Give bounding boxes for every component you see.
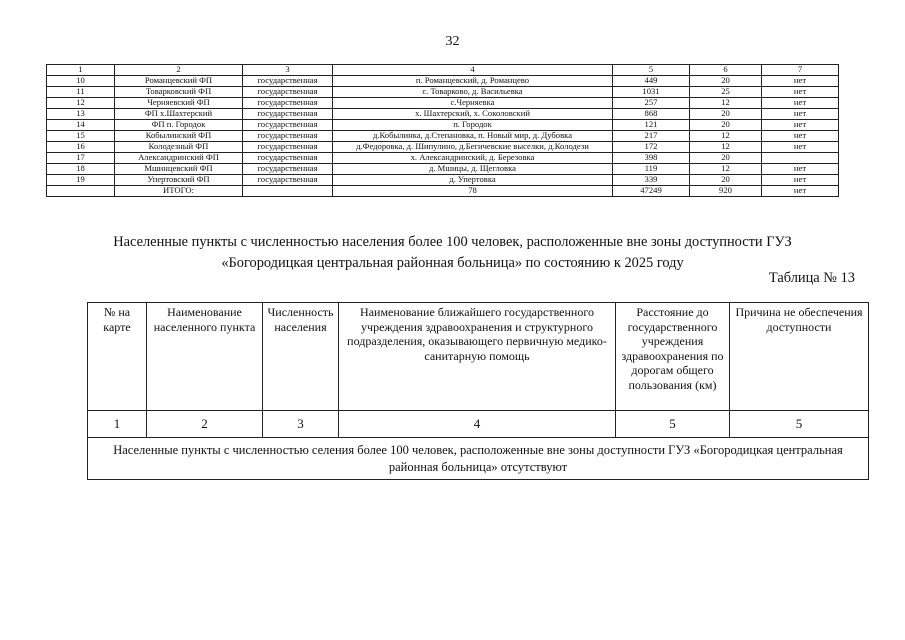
population: 449 bbox=[613, 76, 690, 87]
facility-table bbox=[46, 64, 839, 197]
total-label: ИТОГО: bbox=[115, 186, 243, 197]
facility-name: Колодезный ФП bbox=[115, 142, 243, 153]
ownership: государственная bbox=[243, 87, 333, 98]
served-settlements: д. Мшицы, д. Щегловка bbox=[333, 164, 613, 175]
column-number: 1 bbox=[88, 411, 147, 438]
table-row bbox=[47, 153, 839, 164]
header-reason: Причина не обеспечения доступности bbox=[730, 303, 869, 411]
population: 172 bbox=[613, 142, 690, 153]
facility-name: Мшинцевский ФП bbox=[115, 164, 243, 175]
status: нет bbox=[762, 175, 839, 186]
header-distance: Расстояние до государственного учреждения здравоохранения по дорогам общего пользования (км) bbox=[616, 303, 730, 411]
status: нет bbox=[762, 142, 839, 153]
page-number: 32 bbox=[445, 34, 460, 49]
served-settlements: д.Федоровка, д. Шипулино, д.Бегичевские выселки, д.Колодези bbox=[333, 142, 613, 153]
header-settlement-name: Наименование населенного пункта bbox=[147, 303, 263, 411]
ownership: государственная bbox=[243, 109, 333, 120]
section-heading-line-1: Населенные пункты с численностью населения более 100 человек, расположенные вне зоны доступности ГУЗ bbox=[113, 234, 792, 250]
served-settlements: п. Городок bbox=[333, 120, 613, 131]
total-population: 47249 bbox=[613, 186, 690, 197]
facility-name: Черняевский ФП bbox=[115, 98, 243, 109]
column-number-row bbox=[88, 411, 869, 438]
facility-name: Упертовский ФП bbox=[115, 175, 243, 186]
served-settlements: х. Александринский, д. Березовка bbox=[333, 153, 613, 164]
row-number: 17 bbox=[47, 153, 115, 164]
distance: 12 bbox=[690, 98, 762, 109]
ownership: государственная bbox=[243, 131, 333, 142]
column-number: 3 bbox=[243, 65, 333, 76]
header-map-number: № на карте bbox=[88, 303, 147, 411]
facility-name: ФП п. Городок bbox=[115, 120, 243, 131]
ownership: государственная bbox=[243, 164, 333, 175]
row-number: 10 bbox=[47, 76, 115, 87]
row-number: 16 bbox=[47, 142, 115, 153]
ownership: государственная bbox=[243, 76, 333, 87]
status: нет bbox=[762, 98, 839, 109]
column-number: 3 bbox=[263, 411, 339, 438]
table-row bbox=[47, 175, 839, 186]
row-number: 12 bbox=[47, 98, 115, 109]
population: 398 bbox=[613, 153, 690, 164]
facility-name: Александринский ФП bbox=[115, 153, 243, 164]
header-nearest-facility: Наименование ближайшего государственного учреждения здравоохранения и структурного подразделения, оказывающего первичную медико-санитарную помощь bbox=[339, 303, 616, 411]
column-number: 2 bbox=[115, 65, 243, 76]
table-note: Населенные пункты с численностью селения более 100 человек, расположенные вне зоны доступности ГУЗ «Богородицкая центральная районная больница» отсутствуют bbox=[88, 438, 869, 480]
ownership: государственная bbox=[243, 120, 333, 131]
header-population: Численность населения bbox=[263, 303, 339, 411]
row-number: 19 bbox=[47, 175, 115, 186]
column-number: 5 bbox=[616, 411, 730, 438]
distance: 12 bbox=[690, 142, 762, 153]
table-row bbox=[47, 76, 839, 87]
population: 121 bbox=[613, 120, 690, 131]
distance: 20 bbox=[690, 76, 762, 87]
total-settlements: 78 bbox=[333, 186, 613, 197]
column-number: 5 bbox=[730, 411, 869, 438]
ownership: государственная bbox=[243, 153, 333, 164]
total-empty bbox=[47, 186, 115, 197]
status: нет bbox=[762, 109, 839, 120]
distance: 20 bbox=[690, 175, 762, 186]
population: 217 bbox=[613, 131, 690, 142]
distance: 20 bbox=[690, 109, 762, 120]
status: нет bbox=[762, 131, 839, 142]
table-header-row bbox=[88, 303, 869, 411]
facility-name: Кобылинский ФП bbox=[115, 131, 243, 142]
total-empty bbox=[243, 186, 333, 197]
distance: 20 bbox=[690, 153, 762, 164]
table-row bbox=[47, 142, 839, 153]
served-settlements: д.Кобылинка, д.Степановка, п. Новый мир, д. Дубовка bbox=[333, 131, 613, 142]
column-number: 1 bbox=[47, 65, 115, 76]
column-number: 5 bbox=[613, 65, 690, 76]
table-note-row bbox=[88, 438, 869, 480]
column-number: 7 bbox=[762, 65, 839, 76]
served-settlements: с.Черняевка bbox=[333, 98, 613, 109]
population: 339 bbox=[613, 175, 690, 186]
table-column-numbers-row bbox=[47, 65, 839, 76]
status: нет bbox=[762, 87, 839, 98]
table-row bbox=[47, 98, 839, 109]
row-number: 15 bbox=[47, 131, 115, 142]
served-settlements: с. Товарково, д. Васильевка bbox=[333, 87, 613, 98]
served-settlements: х. Шахтерский, х. Соколовский bbox=[333, 109, 613, 120]
distance: 25 bbox=[690, 87, 762, 98]
total-status: нет bbox=[762, 186, 839, 197]
ownership: государственная bbox=[243, 98, 333, 109]
status: нет bbox=[762, 76, 839, 87]
table-row bbox=[47, 109, 839, 120]
table-row bbox=[47, 87, 839, 98]
status: нет bbox=[762, 164, 839, 175]
row-number: 18 bbox=[47, 164, 115, 175]
distance: 12 bbox=[690, 131, 762, 142]
population: 119 bbox=[613, 164, 690, 175]
total-row bbox=[47, 186, 839, 197]
facility-name: Романцевский ФП bbox=[115, 76, 243, 87]
status: нет bbox=[762, 120, 839, 131]
facility-name: ФП х.Шахтерский bbox=[115, 109, 243, 120]
row-number: 11 bbox=[47, 87, 115, 98]
served-settlements: п. Романцевский, д. Романцево bbox=[333, 76, 613, 87]
ownership: государственная bbox=[243, 142, 333, 153]
facility-name: Товарковский ФП bbox=[115, 87, 243, 98]
status bbox=[762, 153, 839, 164]
table-row bbox=[47, 164, 839, 175]
column-number: 4 bbox=[333, 65, 613, 76]
unreachable-settlements-table bbox=[87, 302, 869, 480]
ownership: государственная bbox=[243, 175, 333, 186]
distance: 12 bbox=[690, 164, 762, 175]
population: 1031 bbox=[613, 87, 690, 98]
row-number: 14 bbox=[47, 120, 115, 131]
population: 868 bbox=[613, 109, 690, 120]
total-distance: 920 bbox=[690, 186, 762, 197]
section-heading bbox=[0, 232, 905, 274]
column-number: 2 bbox=[147, 411, 263, 438]
table-label: Таблица № 13 bbox=[768, 270, 855, 286]
table-row bbox=[47, 131, 839, 142]
section-heading-line-2: «Богородицкая центральная районная больница» по состоянию к 2025 году bbox=[221, 255, 684, 271]
column-number: 4 bbox=[339, 411, 616, 438]
row-number: 13 bbox=[47, 109, 115, 120]
served-settlements: д. Упертовка bbox=[333, 175, 613, 186]
table-row bbox=[47, 120, 839, 131]
column-number: 6 bbox=[690, 65, 762, 76]
population: 257 bbox=[613, 98, 690, 109]
distance: 20 bbox=[690, 120, 762, 131]
